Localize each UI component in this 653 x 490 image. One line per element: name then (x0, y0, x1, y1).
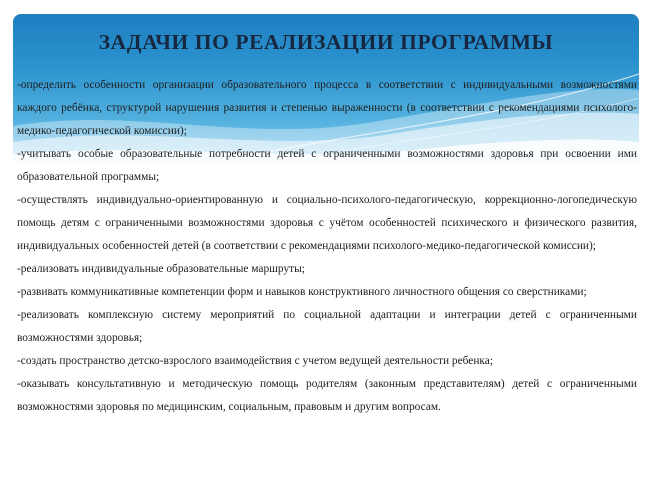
list-item: -реализовать комплексную систему мероприятий по социальной адаптации и интеграции детей с ограниченными возможностями здоровья; (17, 309, 637, 344)
list-item: -оказывать консультативную и методическую помощь родителям (законным представителям) детей с ограниченными возможностями здоровья по медицинским, социальным, правовым и другим вопросам. (17, 378, 637, 413)
task-list (17, 74, 637, 419)
list-item: -определить особенности организации образовательного процесса в соответствии с индивидуальными возможностями каждого ребёнка, структурой нарушения развития и степенью выраженности (в соответствии с рекомендациями психолого-медико-педагогической комиссии); (17, 79, 637, 137)
list-item: -реализовать индивидуальные образовательные маршруты; (17, 263, 305, 275)
list-item: -развивать коммуникативные компетенции форм и навыков конструктивного личностного общения со сверстниками; (17, 286, 587, 298)
page-title: ЗАДАЧИ ПО РЕАЛИЗАЦИИ ПРОГРАММЫ (98, 30, 554, 54)
list-item: -осуществлять индивидуально-ориентированную и социально-психолого-педагогическую, коррекционно-логопедическую помощь детям с ограниченными возможностями здоровья с учётом особенностей психического и физического развития, индивидуальных особенностей детей (в соответствии с рекомендациями психолого-медико-педагогической комиссии); (17, 194, 637, 252)
list-item: -создать пространство детско-взрослого взаимодействия с учетом ведущей деятельности ребенка; (17, 355, 494, 367)
list-item: -учитывать особые образовательные потребности детей с ограниченными возможностями здоровья при освоении ими образовательной программы; (17, 148, 637, 183)
